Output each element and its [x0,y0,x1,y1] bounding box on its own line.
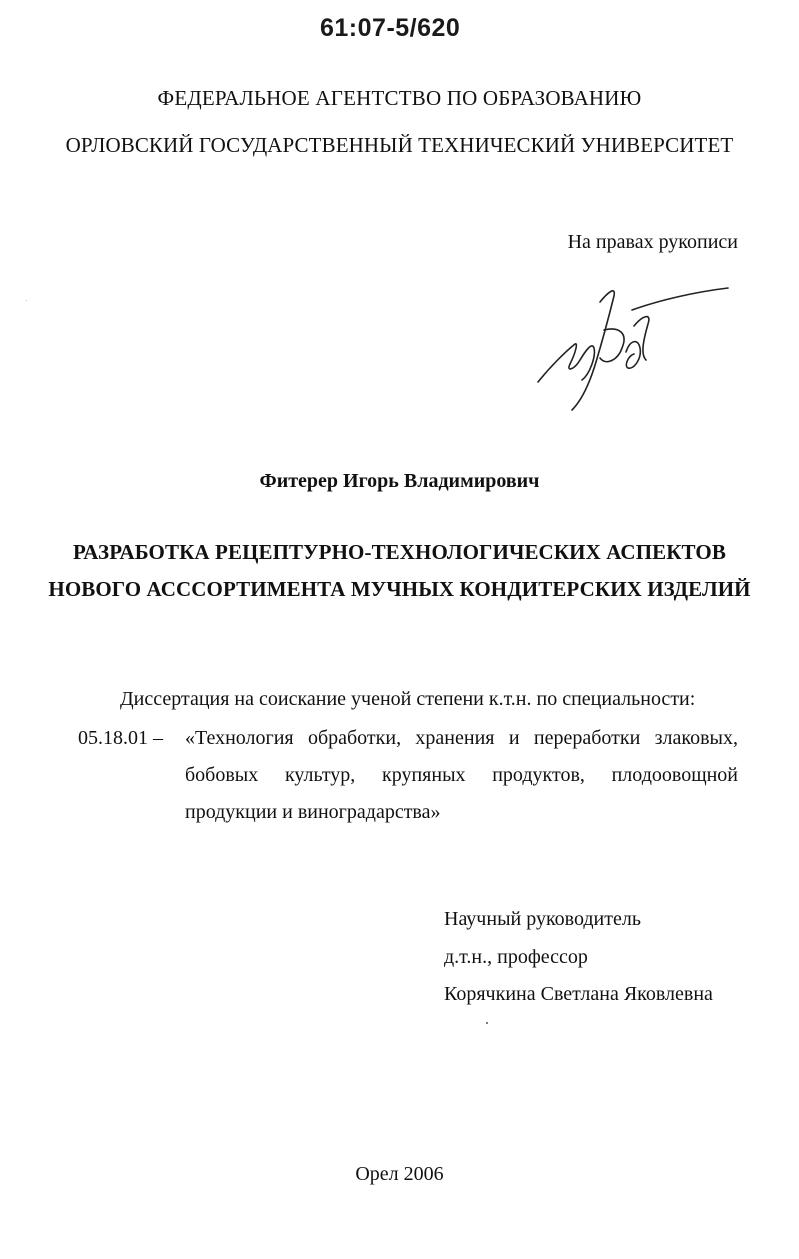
scan-speck [26,300,27,301]
thesis-title-line-1: РАЗРАБОТКА РЕЦЕПТУРНО-ТЕХНОЛОГИЧЕСКИХ АСПЕКТОВ [73,540,726,564]
author-name: Фитерер Игорь Владимирович [259,470,540,492]
specialty-line-2: бобовых культур, крупяных продуктов, плодоовощной [185,764,738,786]
degree-statement: Диссертация на соискание ученой степени к.т.н. по специальности: [120,688,696,710]
thesis-title-line-2: НОВОГО АСССОРТИМЕНТА МУЧНЫХ КОНДИТЕРСКИХ ИЗДЕЛИЙ [48,577,751,601]
city-year: Орел 2006 [355,1163,444,1185]
manuscript-note: На правах рукописи [567,231,738,253]
supervisor-name: Корячкина Светлана Яковлевна [444,983,713,1005]
specialty-line-3: продукции и виноградарства» [185,801,441,823]
supervisor-label: Научный руководитель [444,908,641,930]
supervisor-degree: д.т.н., профессор [444,946,588,968]
specialty-code: 05.18.01 – [78,727,163,749]
university-name: ОРЛОВСКИЙ ГОСУДАРСТВЕННЫЙ ТЕХНИЧЕСКИЙ УНИВЕРСИТЕТ [65,133,734,157]
archive-code: 61:07-5/620 [320,14,461,42]
scan-speck [486,1022,488,1024]
signature-icon [530,282,730,417]
specialty-line-1: «Технология обработки, хранения и переработки злаковых, [185,727,738,749]
agency-name: ФЕДЕРАЛЬНОЕ АГЕНТСТВО ПО ОБРАЗОВАНИЮ [157,86,642,110]
